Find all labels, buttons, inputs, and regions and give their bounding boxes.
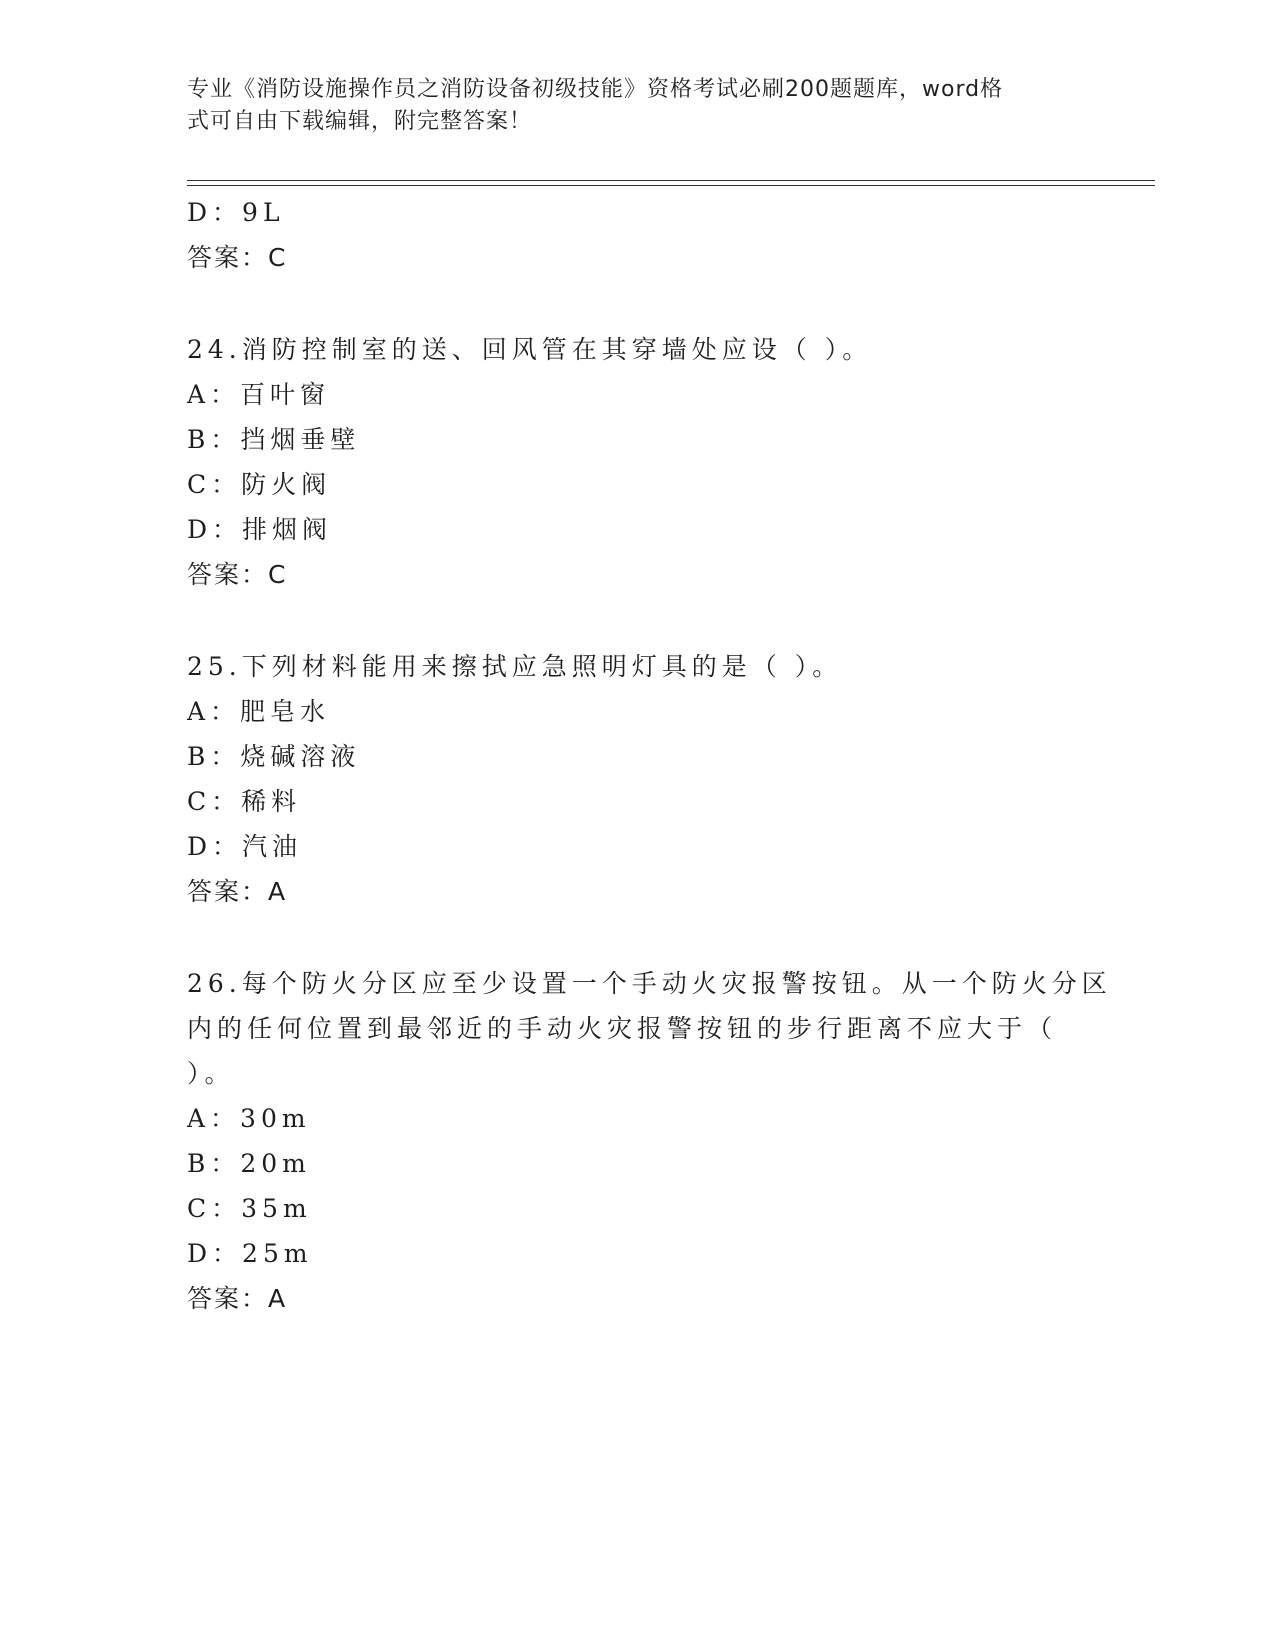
option-b: B：20m	[187, 1149, 311, 1178]
option-c: C：稀料	[187, 787, 302, 816]
answer-line: 答案：C	[187, 243, 288, 272]
question-text	[187, 327, 1067, 372]
document-header	[187, 74, 1067, 138]
question-line: ）。	[187, 1059, 235, 1088]
question-text	[187, 961, 1112, 1096]
header-line-2: 式可自由下载编辑，附完整答案！	[187, 109, 533, 134]
question-line: 26.每个防火分区应至少设置一个手动火灾报警按钮。从一个防火分区	[187, 969, 1112, 998]
answer-line: 答案：A	[187, 1284, 288, 1313]
answer-line: 答案：A	[187, 877, 288, 906]
header-divider-bottom	[187, 185, 1155, 186]
answer-line: 答案：C	[187, 560, 288, 589]
option-d: D：排烟阀	[187, 515, 333, 544]
question-text	[187, 644, 1067, 689]
option-b: B：挡烟垂壁	[187, 425, 361, 454]
option-a: A：30m	[187, 1104, 311, 1133]
option-c: C：防火阀	[187, 470, 332, 499]
question-line: 25.下列材料能用来擦拭应急照明灯具的是（ ）。	[187, 652, 843, 681]
option-d: D：9L	[187, 198, 285, 227]
question-list	[187, 190, 1112, 1321]
option-d: D：汽油	[187, 832, 303, 861]
question-block-24	[187, 327, 1087, 597]
question-block-25	[187, 644, 1087, 914]
question-line: 24.消防控制室的送、回风管在其穿墙处应设（ ）。	[187, 335, 873, 364]
header-divider-top	[187, 180, 1155, 181]
question-block-26	[187, 961, 1112, 1321]
option-c: C：35m	[187, 1194, 312, 1223]
question-line: 内的任何位置到最邻近的手动火灾报警按钮的步行距离不应大于（	[187, 1014, 1058, 1043]
option-b: B：烧碱溶液	[187, 742, 361, 771]
option-a: A：肥皂水	[187, 697, 331, 726]
header-line-1: 专业《消防设施操作员之消防设备初级技能》资格考试必刷200题题库，word格	[187, 77, 1004, 102]
option-a: A：百叶窗	[187, 380, 331, 409]
option-d: D：25m	[187, 1239, 313, 1268]
